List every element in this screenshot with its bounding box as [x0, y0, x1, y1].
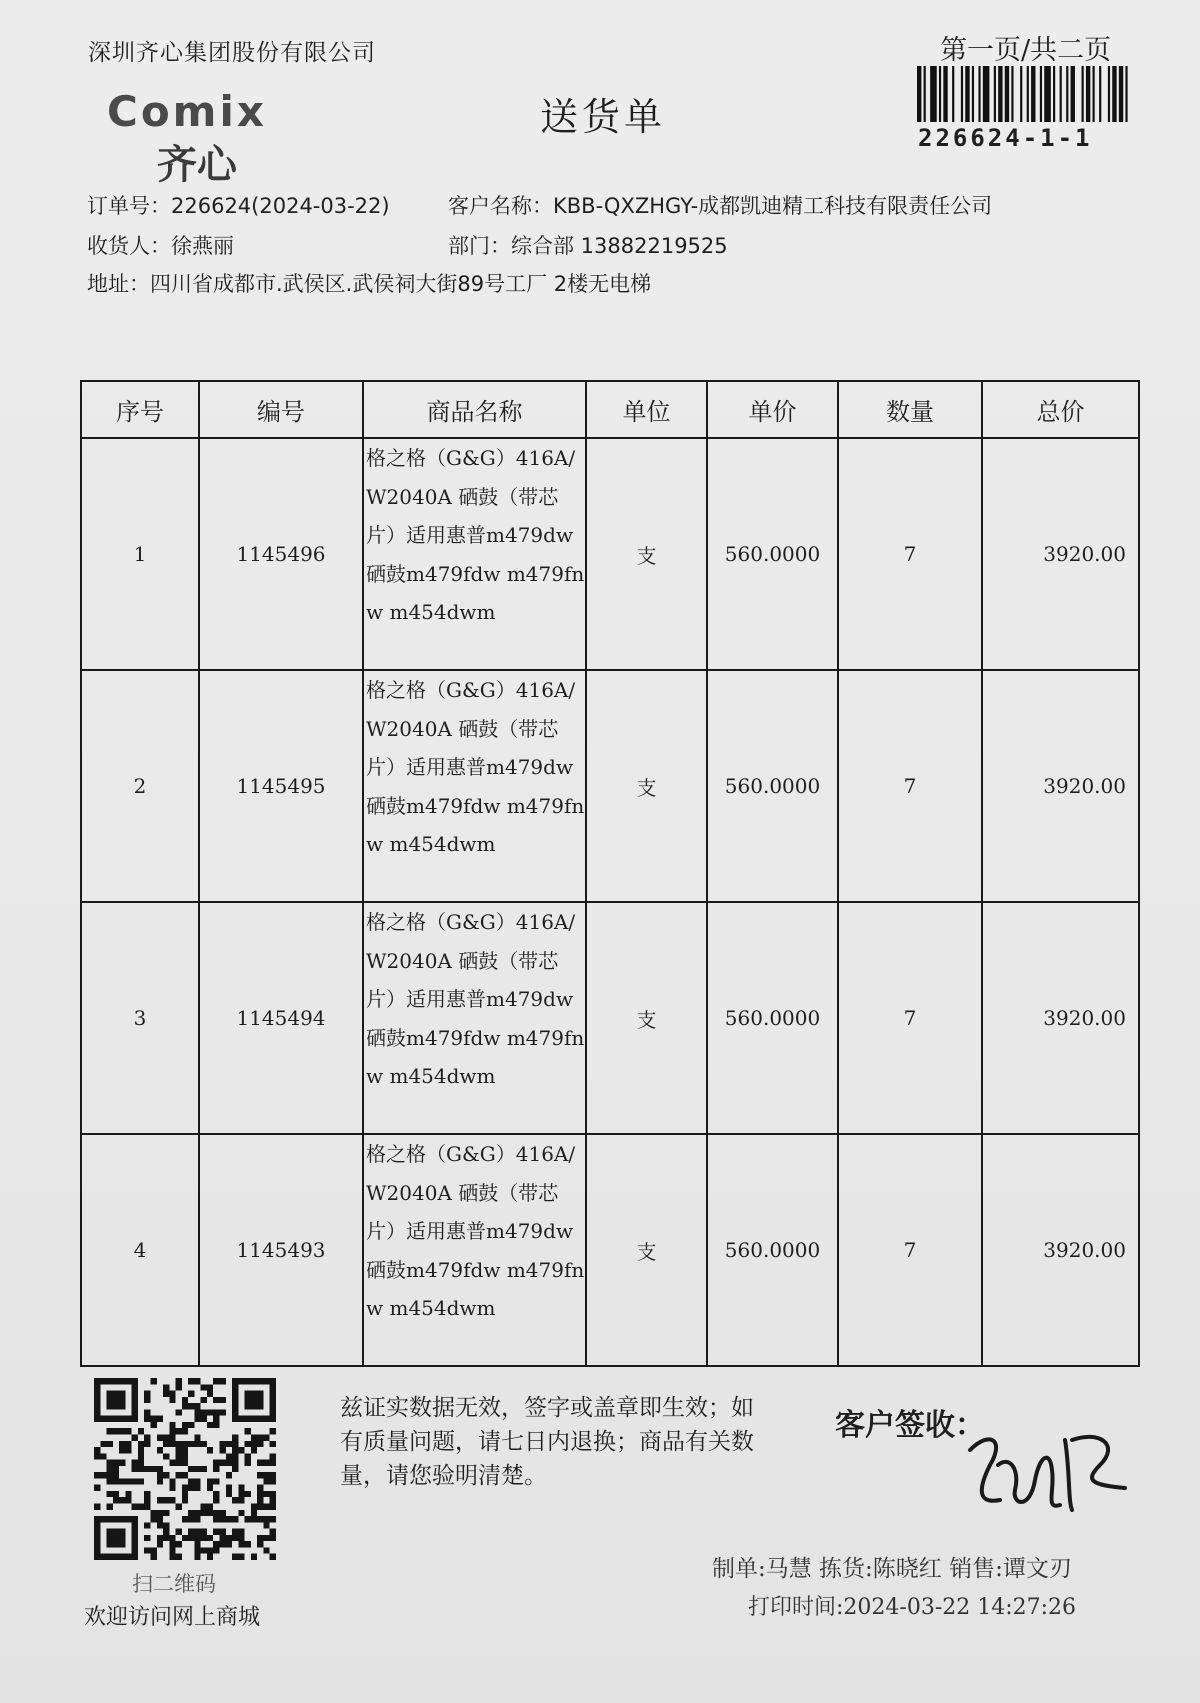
cell-total: 3920.00	[982, 1134, 1139, 1366]
cell-total: 3920.00	[982, 438, 1139, 670]
header-code: 编号	[199, 381, 363, 438]
header-quantity: 数量	[838, 381, 982, 438]
cell-product-name: 格之格（G&G）416A/W2040A 硒鼓（带芯片）适用惠普m479dw硒鼓m479fdw m479fnw m454dwm	[363, 438, 586, 670]
department: 部门：综合部 13882219525	[448, 234, 728, 258]
cell-unit: 支	[586, 438, 707, 670]
print-time: 打印时间:2024-03-22 14:27:26	[748, 1595, 1077, 1620]
cell-code: 1145496	[199, 438, 363, 670]
header-product-name: 商品名称	[363, 381, 586, 438]
cell-quantity: 7	[838, 1134, 982, 1366]
staff-info: 制单:马慧 拣货:陈晓红 销售:谭文刃	[712, 1556, 1072, 1582]
client-name: 客户名称：KBB-QXZHGY-成都凯迪精工科技有限责任公司	[448, 194, 993, 218]
table-header-row	[81, 381, 1139, 438]
handwritten-signature	[960, 1410, 1140, 1520]
cell-unit: 支	[586, 1134, 707, 1366]
barcode-number: 226624-1-1	[918, 124, 1093, 152]
cell-seq: 4	[81, 1134, 199, 1366]
cell-unit-price: 560.0000	[707, 438, 838, 670]
online-mall-caption: 欢迎访问网上商城	[84, 1605, 261, 1630]
order-number: 订单号：226624(2024-03-22)	[87, 194, 390, 218]
cell-unit: 支	[586, 902, 707, 1134]
cell-unit: 支	[586, 670, 707, 902]
document-title: 送货单	[540, 95, 667, 139]
page-indicator: 第一页/共二页	[940, 35, 1112, 66]
svg-text:齐心: 齐心	[157, 142, 237, 188]
header-unit: 单位	[586, 381, 707, 438]
terms-notice: 兹证实数据无效，签字或盖章即生效；如有质量问题，请七日内退换；商品有关数量，请您验明清楚。	[340, 1395, 754, 1489]
cell-product-name: 格之格（G&G）416A/W2040A 硒鼓（带芯片）适用惠普m479dw硒鼓m479fdw m479fnw m454dwm	[363, 670, 586, 902]
cell-unit-price: 560.0000	[707, 670, 838, 902]
table-row	[81, 902, 1139, 1134]
comix-logo	[105, 88, 345, 188]
qr-code-image	[94, 1378, 276, 1560]
cell-quantity: 7	[838, 438, 982, 670]
qr-caption: 扫二维码	[132, 1572, 216, 1596]
svg-text:Comix: Comix	[107, 88, 267, 136]
table-row	[81, 438, 1139, 670]
cell-product-name: 格之格（G&G）416A/W2040A 硒鼓（带芯片）适用惠普m479dw硒鼓m479fdw m479fnw m454dwm	[363, 1134, 586, 1366]
table-row	[81, 1134, 1139, 1366]
cell-total: 3920.00	[982, 902, 1139, 1134]
cell-total: 3920.00	[982, 670, 1139, 902]
cell-seq: 1	[81, 438, 199, 670]
barcode-image	[917, 66, 1132, 122]
cell-seq: 3	[81, 902, 199, 1134]
receiver-name: 收货人：徐燕丽	[87, 234, 234, 258]
cell-code: 1145494	[199, 902, 363, 1134]
header-unit-price: 单价	[707, 381, 838, 438]
cell-code: 1145495	[199, 670, 363, 902]
cell-unit-price: 560.0000	[707, 1134, 838, 1366]
cell-quantity: 7	[838, 670, 982, 902]
customer-signature-label: 客户签收：	[835, 1408, 985, 1443]
table-row	[81, 670, 1139, 902]
cell-unit-price: 560.0000	[707, 902, 838, 1134]
company-name: 深圳齐心集团股份有限公司	[88, 40, 376, 66]
cell-product-name: 格之格（G&G）416A/W2040A 硒鼓（带芯片）适用惠普m479dw硒鼓m479fdw m479fnw m454dwm	[363, 902, 586, 1134]
cell-code: 1145493	[199, 1134, 363, 1366]
header-total: 总价	[982, 381, 1139, 438]
cell-quantity: 7	[838, 902, 982, 1134]
delivery-address: 地址：四川省成都市.武侯区.武侯祠大街89号工厂 2楼无电梯	[87, 272, 652, 296]
header-seq: 序号	[81, 381, 199, 438]
items-table	[80, 380, 1140, 1367]
cell-seq: 2	[81, 670, 199, 902]
